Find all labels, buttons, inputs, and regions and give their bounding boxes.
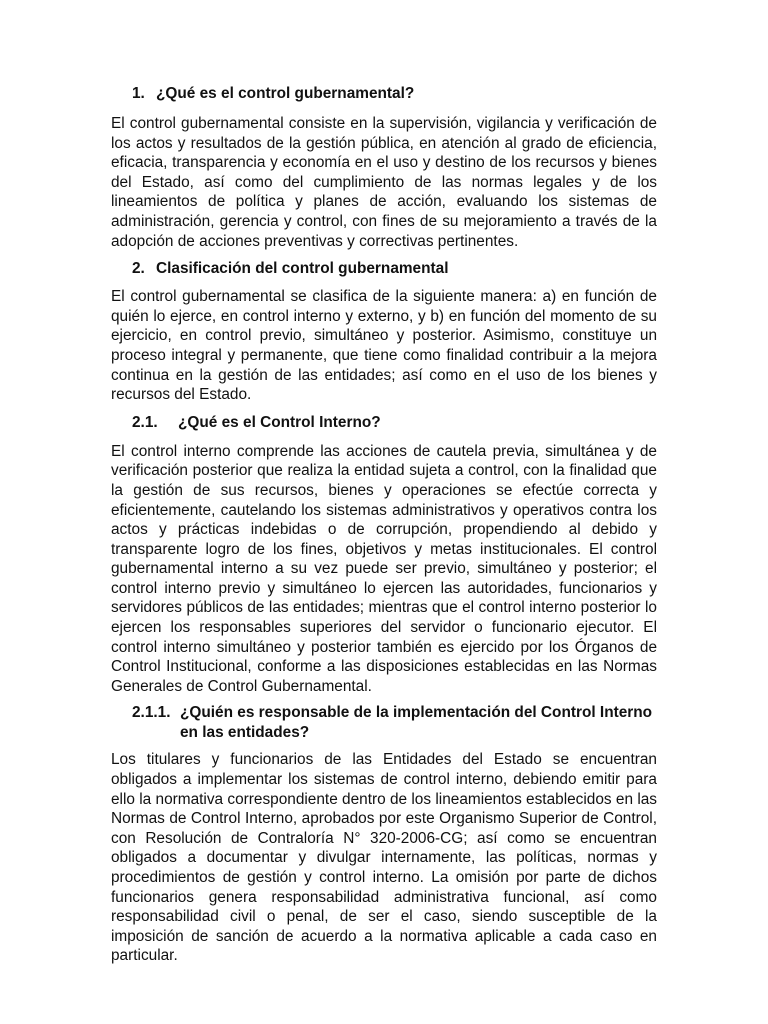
section-1-paragraph: El control gubernamental consiste en la supervisión, vigilancia y verificación de los actos y resultados de la gestión pública, en atención al grado de eficiencia, eficacia, transparencia y economía en el uso y destino de los recursos y bienes del Estado, así como del cumplimiento de las normas legales y de los lineamientos de política y planes de acción, evaluando los sistemas de administración, gerencia y control, con fines de su mejoramiento a través de la adopción de acciones preventivas y correctivas pertinentes. (111, 115, 657, 250)
section-1-heading (111, 84, 657, 104)
section-2-1-paragraph: El control interno comprende las acciones de cautela previa, simultánea y de verificación posterior que realiza la entidad sujeta a control, con la finalidad que la gestión de sus recursos, bienes y operaciones se efectúe correcta y eficientemente, cautelando los sistemas administrativos y operativos contra los actos y prácticas indebidas o de corrupción, propendiendo al debido y transparente logro de los fines, objetivos y metas institucionales. El control gubernamental interno a su vez puede ser previo, simultáneo y posterior; el control interno previo y simultáneo lo ejercen las autoridades, funcionarios y servidores públicos de las entidades; mientras que el control interno posterior lo ejercen los responsables superiores del servidor o funcionario ejecutor. El control interno simultáneo y posterior también es ejercido por los Órganos de Control Institucional, conforme a las disposiciones establecidas en las Normas Generales de Control Gubernamental. (111, 442, 657, 695)
section-number: 2. (132, 260, 145, 278)
section-title: ¿Qué es el Control Interno? (178, 413, 381, 431)
section-number: 2.1. (132, 413, 158, 431)
section-2-1-1-paragraph: Los titulares y funcionarios de las Entidades del Estado se encuentran obligados a implementar los sistemas de control interno, debiendo emitir para ello la normativa correspondiente dentro de los lineamientos establecidos en las Normas de Control Interno, aprobados por este Organismo Superior de Control, con Resolución de Contraloría N° 320-2006-CG; así como se encuentran obligados a documentar y divulgar internamente, las políticas, normas y procedimientos de gestión y control interno. La omisión por parte de dichos funcionarios genera responsabilidad administrativa funcional, así como responsabilidad civil o penal, de ser el caso, siendo susceptible de la imposición de sanción de acuerdo a la normativa aplicable a cada caso en particular. (111, 751, 657, 965)
document-page (111, 82, 657, 966)
section-title: ¿Qué es el control gubernamental? (156, 85, 415, 102)
section-2-1-heading (111, 413, 657, 433)
section-2-heading (111, 259, 657, 279)
section-number: 1. (132, 85, 145, 102)
section-2-1-1-heading (111, 703, 657, 743)
section-2-paragraph: El control gubernamental se clasifica de la siguiente manera: a) en función de quién lo ejerce, en control interno y externo, y b) en función del momento de su ejercicio, en control previo, simultáneo y posterior. Asimismo, constituye un proceso integral y permanente, que tiene como finalidad contribuir a la mejora continua en la gestión de las entidades; así como en el uso de los bienes y recursos del Estado. (111, 288, 657, 404)
section-title: ¿Quién es responsable de la implementación del Control Interno en las entidades? (180, 704, 653, 742)
section-title: Clasificación del control gubernamental (156, 260, 449, 278)
section-number: 2.1.1. (132, 704, 171, 722)
